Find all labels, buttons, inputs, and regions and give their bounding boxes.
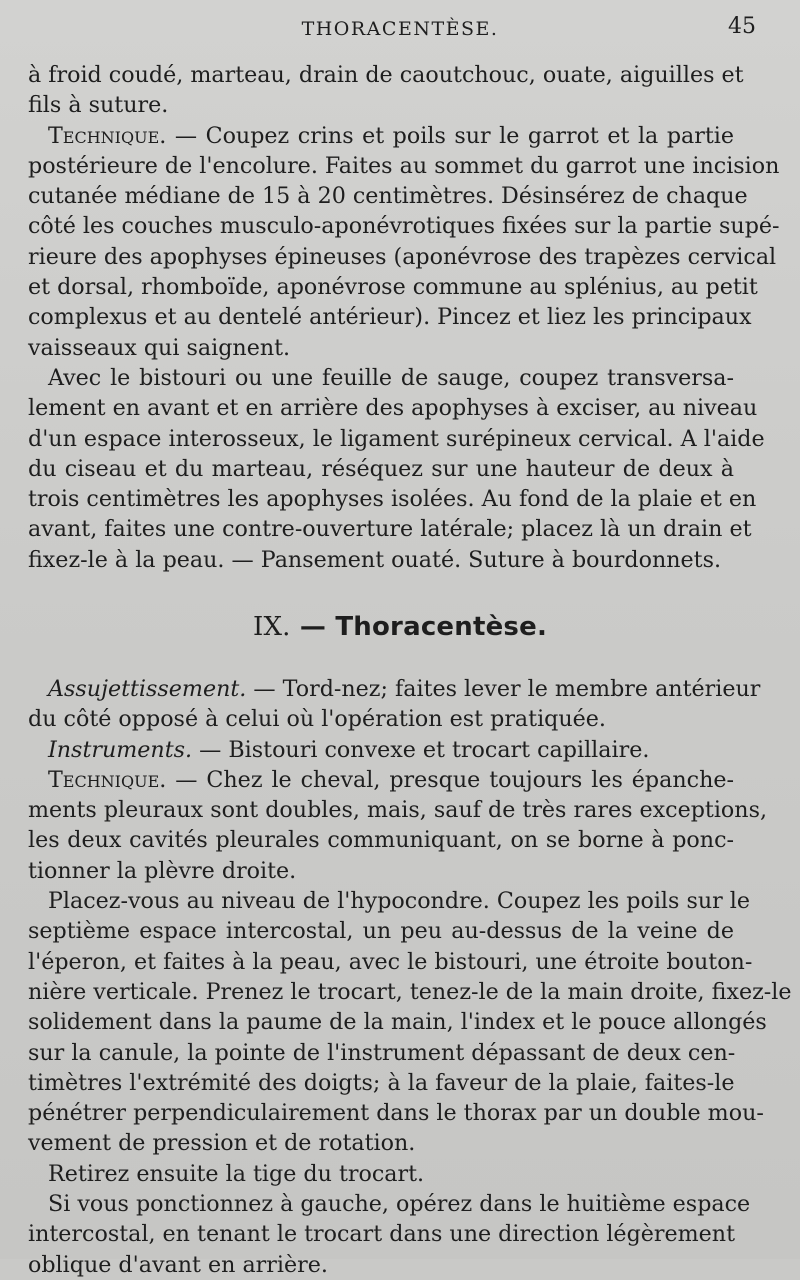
text-line: intercostal, en tenant le trocart dans une direction légèrement [28, 1221, 736, 1248]
text-line: postérieure de l'encolure. Faites au sommet du garrot une incision [28, 152, 780, 179]
text-line: fixez-le à la peau. — Pansement ouaté. Suture à bourdonnets. [28, 546, 722, 573]
text-line: sur la canule, la pointe de l'instrument dépassant de deux cen- [28, 1039, 736, 1066]
text-line: septième espace intercostal, un peu au-dessus de la veine de [28, 918, 734, 945]
text-line: d'un espace interosseux, le ligament surépineux cervical. A l'aide [28, 425, 765, 452]
text-line: vement de pression et de rotation. [28, 1130, 416, 1157]
text-line: fils à suture. [28, 92, 169, 119]
running-head [0, 14, 800, 44]
text-line: Avec le bistouri ou une feuille de sauge, coupez transversa- [48, 364, 734, 391]
text-line: ments pleuraux sont doubles, mais, sauf de très rares exceptions, [28, 797, 768, 824]
running-title: THORACENTÈSE. [301, 18, 499, 40]
text-line: cutanée médiane de 15 à 20 centimètres. Désinsérez de chaque [28, 183, 748, 210]
section-heading [0, 612, 800, 642]
text-line: oblique d'avant en arrière. [28, 1251, 328, 1278]
text-line: nière verticale. Prenez le trocart, tenez-le de la main droite, fixez-le [28, 978, 792, 1005]
technique-paragraph-start [28, 765, 734, 795]
assujettissement-line [28, 674, 761, 704]
instruments-line [28, 735, 734, 765]
text-line: avant, faites une contre-ouverture latérale; placez là un drain et [28, 516, 752, 543]
text-line: Si vous ponctionnez à gauche, opérez dans le huitième espace [48, 1191, 751, 1218]
text-line: du ciseau et du marteau, réséquez sur une hauteur de deux à [28, 455, 734, 482]
text-line: côté les couches musculo-aponévrotiques fixées sur la partie supé- [28, 213, 780, 240]
text-line: pénétrer perpendiculairement dans le thorax par un double mou- [28, 1100, 764, 1127]
text-run: — Tord-nez; faites lever le membre antérieur [246, 676, 761, 702]
text-block-1 [28, 60, 780, 575]
text-line: Retirez ensuite la tige du trocart. [48, 1160, 425, 1187]
text-line: complexus et au dentelé antérieur). Pincez et liez les principaux [28, 304, 752, 331]
text-run: — Chez le cheval, presque toujours les épanche- [166, 766, 734, 793]
text-line: rieure des apophyses épineuses (aponévrose des trapèzes cervical [28, 243, 777, 270]
section-title: — Thoracentèse. [299, 612, 548, 642]
text-line: à froid coudé, marteau, drain de caoutchouc, ouate, aiguilles et [28, 62, 744, 88]
text-line: solidement dans la paume de la main, l'index et le pouce allongés [28, 1009, 767, 1036]
technique-paragraph-start [28, 121, 734, 151]
text-run: — Coupez crins et poils sur le garrot et la partie [166, 122, 734, 149]
page-number: 45 [728, 14, 756, 39]
text-line: vaisseaux qui saignent. [28, 334, 291, 361]
technique-label: Technique. [48, 122, 167, 149]
text-line: les deux cavités pleurales communiquant, on se borne à ponc- [28, 827, 734, 854]
text-line: tionner la plèvre droite. [28, 857, 297, 884]
text-line: timètres l'extrémité des doigts; à la faveur de la plaie, faites-le [28, 1069, 735, 1096]
text-block-2 [28, 674, 792, 1280]
text-line: et dorsal, rhomboïde, aponévrose commune au splénius, au petit [28, 274, 758, 301]
text-line: Placez-vous au niveau de l'hypocondre. Coupez les poils sur le [48, 888, 751, 915]
text-run: — Bistouri convexe et trocart capillaire. [192, 736, 650, 763]
instruments-label: Instruments. [48, 736, 193, 763]
text-line: l'éperon, et faites à la peau, avec le bistouri, une étroite bouton- [28, 948, 753, 975]
text-line: trois centimètres les apophyses isolées. Au fond de la plaie et en [28, 486, 757, 513]
technique-label: Technique. [48, 766, 167, 793]
text-line: lement en avant et en arrière des apophyses à exciser, au niveau [28, 395, 758, 422]
text-line: du côté opposé à celui où l'opération est pratiquée. [28, 706, 606, 733]
section-number: IX. [252, 612, 291, 642]
assujettissement-label: Assujettissement. [48, 676, 247, 702]
